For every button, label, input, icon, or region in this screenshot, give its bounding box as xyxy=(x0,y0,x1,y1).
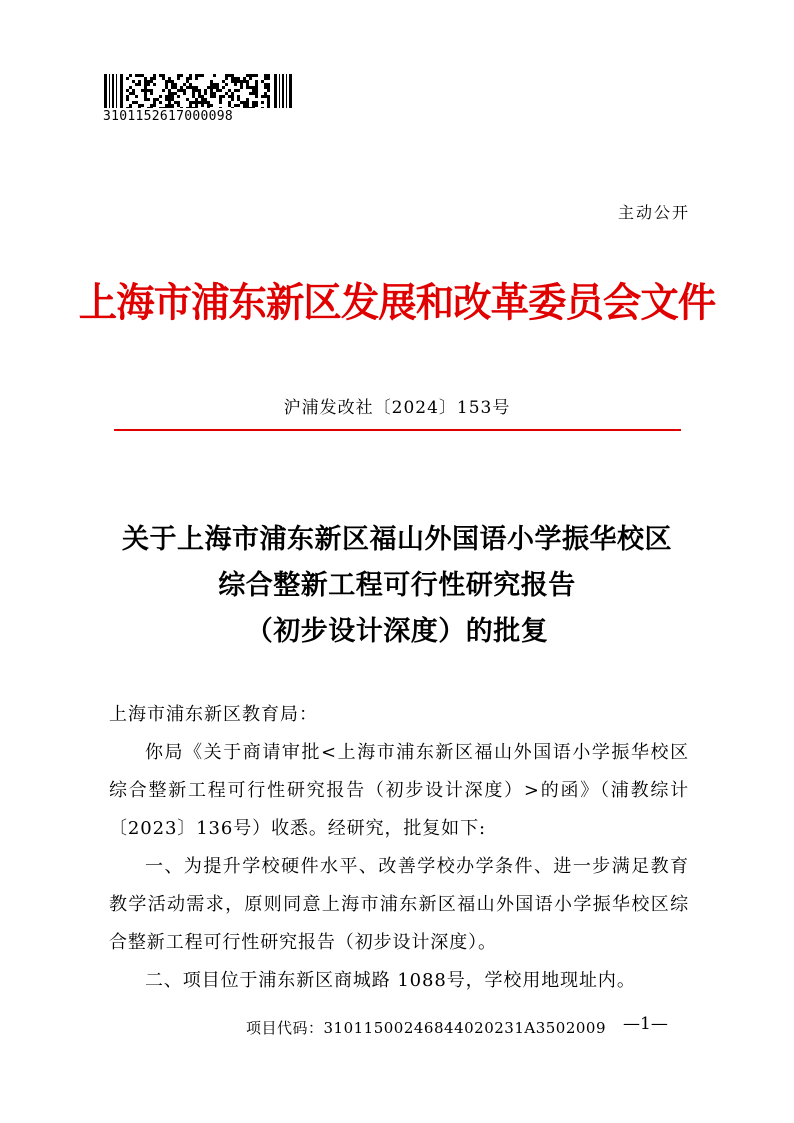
title-line: 综合整新工程可行性研究报告 xyxy=(218,570,576,601)
page-number: —1— xyxy=(623,1014,668,1034)
document-number: 沪浦发改社〔2024〕153号 xyxy=(283,398,511,418)
body-paragraph: 你局《关于商请审批<上海市浦东新区福山外国语小学振华校区综合整新工程可行性研究报告（初步设计深度）>的函》（浦教综计〔2023〕136号）收悉。经研究，批复如下: xyxy=(109,742,689,839)
body-paragraph: 二、项目位于浦东新区商城路 1088号，学校用地现址内。 xyxy=(145,970,636,991)
recipient: 上海市浦东新区教育局： xyxy=(109,704,318,725)
issuer-header-title: 上海市浦东新区发展和改革委员会文件 xyxy=(78,279,716,326)
title-line: 关于上海市浦东新区福山外国语小学振华校区 xyxy=(122,524,672,555)
document-title xyxy=(0,517,794,655)
barcode xyxy=(104,74,292,108)
title-line: （初步设计深度）的批复 xyxy=(245,616,549,647)
barcode-number: 3101152617000098 xyxy=(103,109,234,124)
project-code: 项目代码：31011500246844020231A3502009 xyxy=(246,1019,607,1037)
disclosure-label: 主动公开 xyxy=(617,203,690,222)
body-text xyxy=(109,734,689,1000)
red-divider-line xyxy=(114,429,681,431)
body-paragraph: 一、为提升学校硬件水平、改善学校办学条件、进一步满足教育教学活动需求，原则同意上海市浦东新区福山外国语小学振华校区综合整新工程可行性研究报告（初步设计深度）。 xyxy=(109,856,689,953)
